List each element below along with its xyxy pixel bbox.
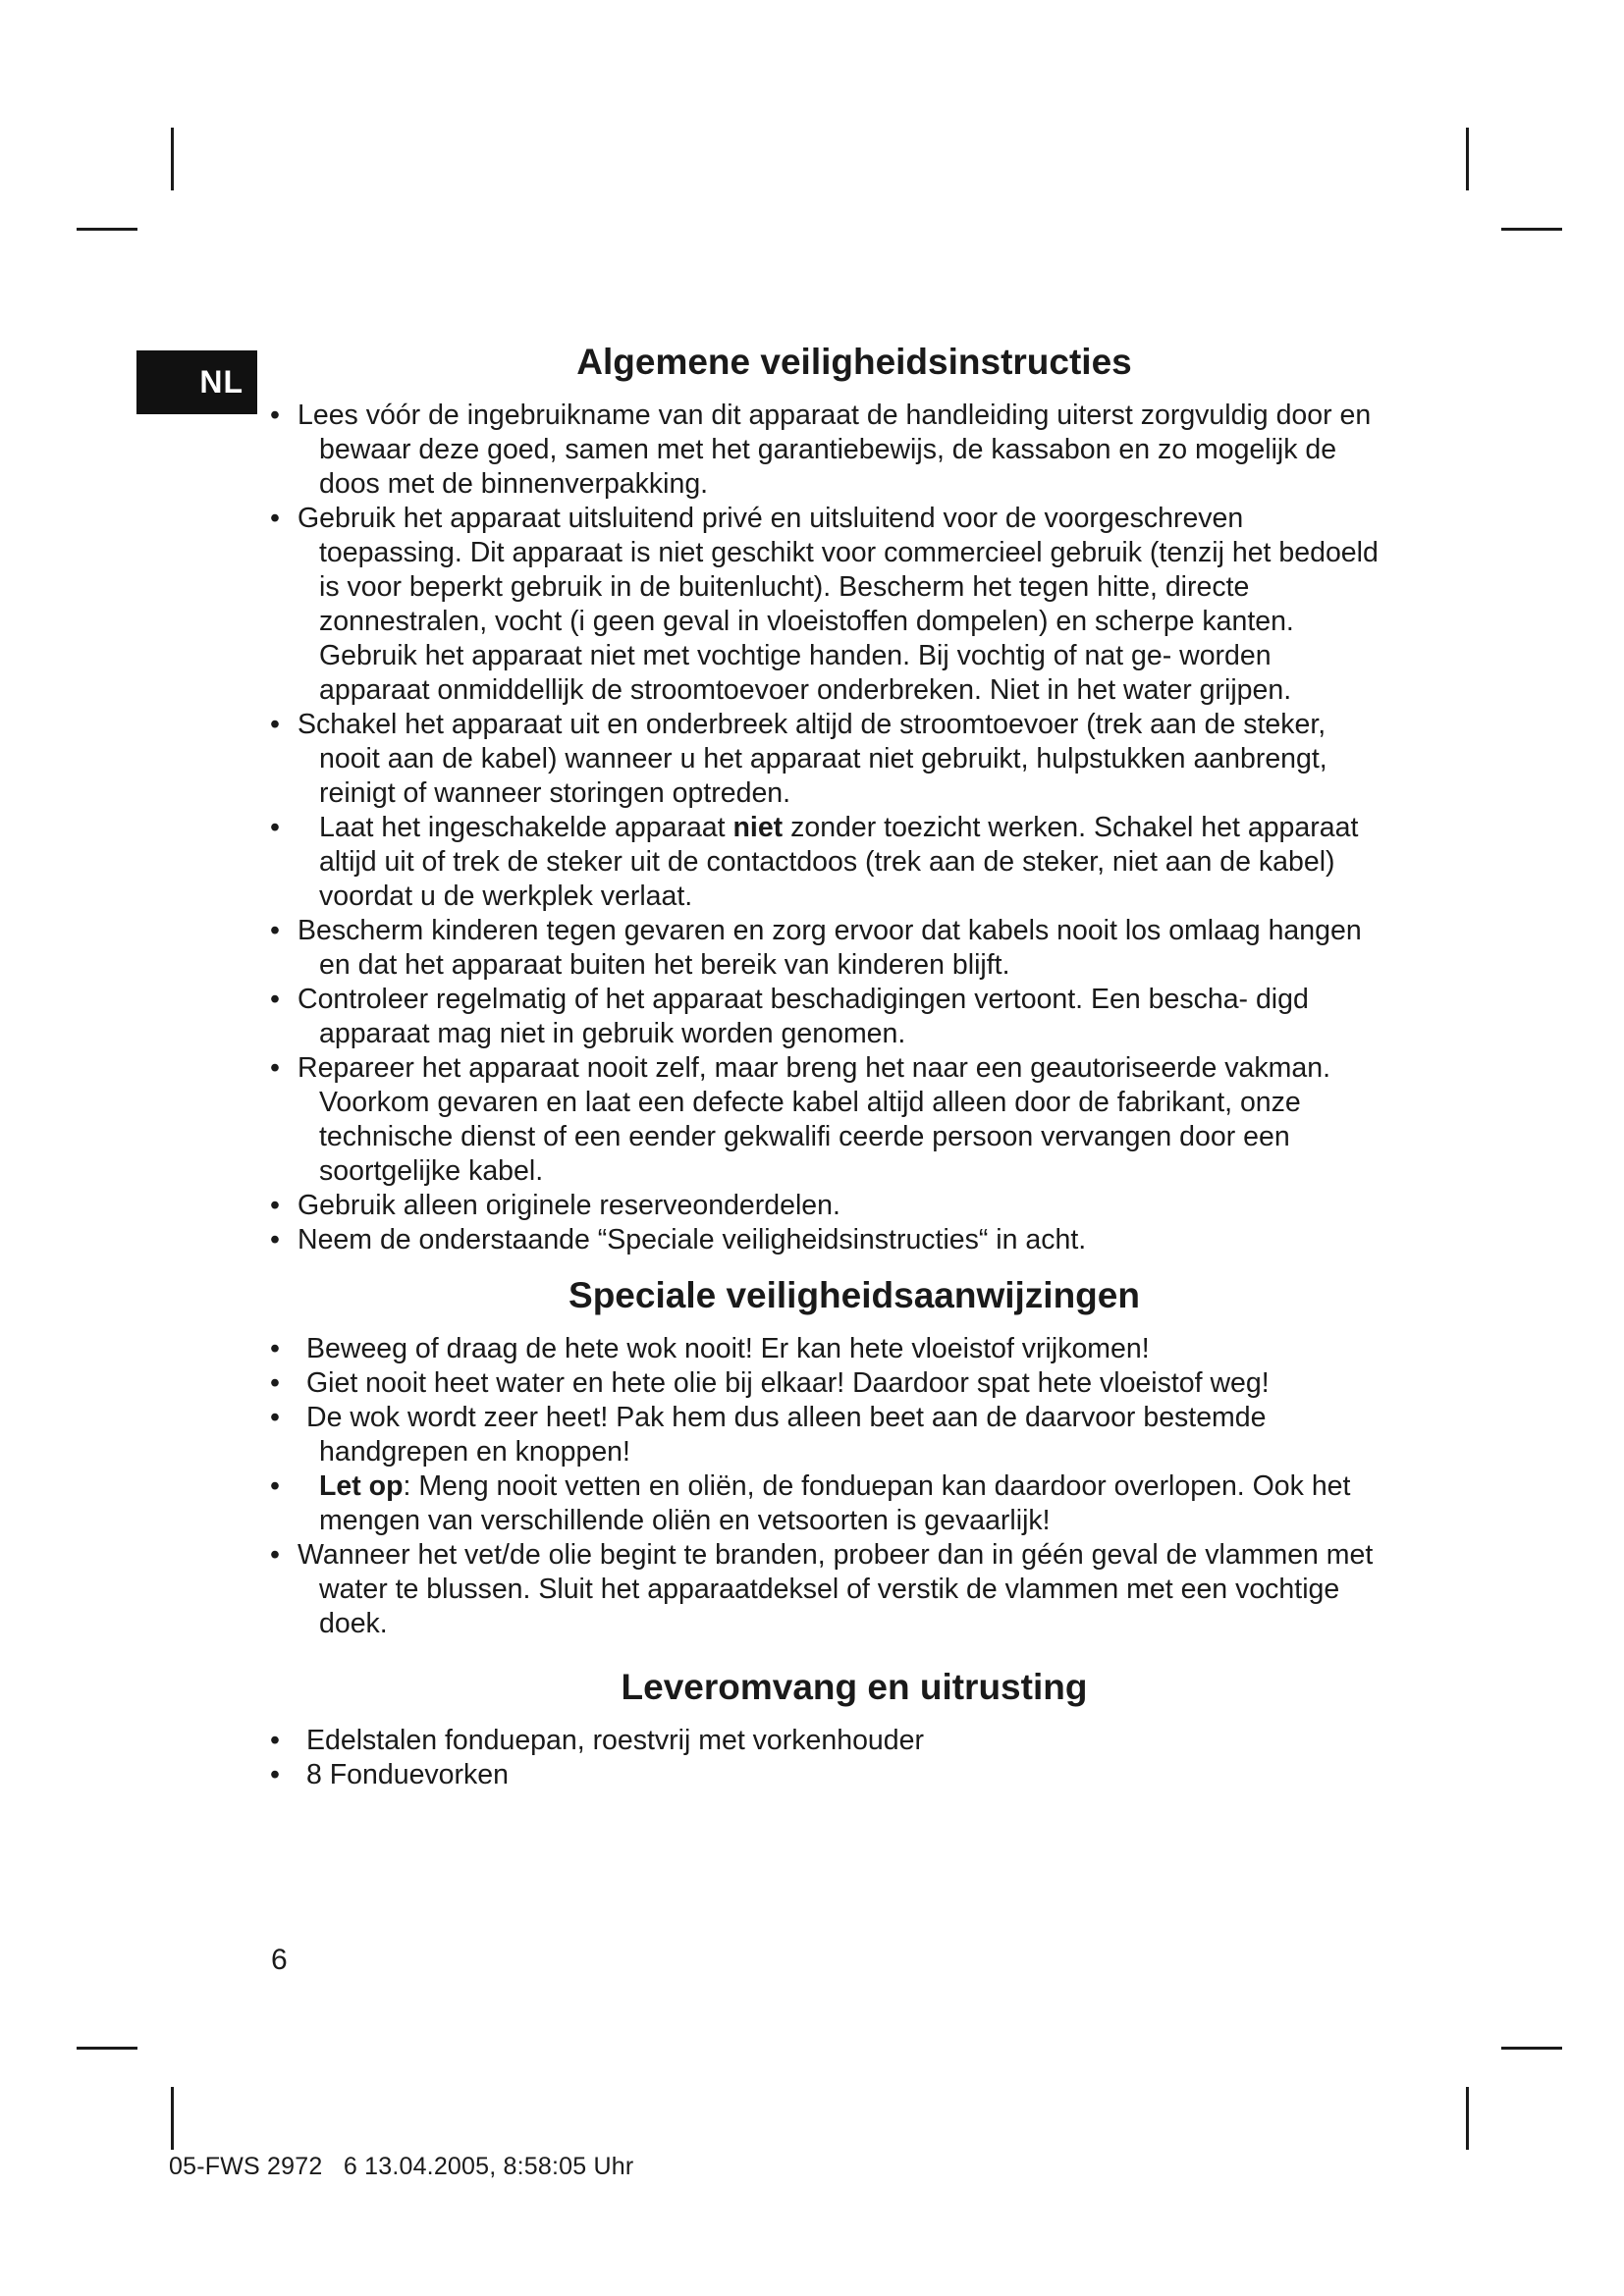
section-title-general-safety: Algemene veiligheidsinstructies xyxy=(576,342,1132,382)
list-item: • Giet nooit heet water en hete olie bij elkaar! Daardoor spat hete vloeistof weg! xyxy=(270,1367,1270,1399)
list-item: • Bescherm kinderen tegen gevaren en zorg ervoor dat kabels nooit los omlaag hangen en dat het apparaat buiten het bereik van kinderen blijft. xyxy=(270,915,1362,981)
crop-mark-top-left-horizontal xyxy=(77,228,137,231)
crop-mark-top-left-vertical xyxy=(171,128,174,190)
manual-content xyxy=(265,334,1384,1792)
list-item: • 8 Fonduevorken xyxy=(270,1759,509,1790)
list-item: • De wok wordt zeer heet! Pak hem dus alleen beet aan de daarvoor bestemde handgrepen en knoppen! xyxy=(270,1402,1267,1468)
page-number: 6 xyxy=(271,1944,288,1976)
list-item: • Lees vóór de ingebruikname van dit apparaat de handleiding uiterst zorgvuldig door en bewaar deze goed, samen met het garantiebewijs, de kassabon en zo mogelijk de doos met de binnenverpakking. xyxy=(270,400,1372,500)
delivery-scope-list xyxy=(265,1724,1384,1792)
list-item: • Edelstalen fonduepan, roestvrij met vorkenhouder xyxy=(270,1725,924,1756)
list-item: • Controleer regelmatig of het apparaat beschadigingen vertoont. Een bescha- digd apparaat mag niet in gebruik worden genomen. xyxy=(270,984,1309,1049)
list-item: • Gebruik het apparaat uitsluitend privé en uitsluitend voor de voorgeschreven toepassing. Dit apparaat is niet geschikt voor commercieel gebruik (tenzij het bedoeld is voor beperkt gebruik in de buitenlucht). Bescherm het tegen hitte, directe zonnestralen, vocht (i geen geval in vloeistoffen dompelen) en scherpe kanten. Gebruik het apparaat niet met vochtige handen. Bij vochtig of nat ge- worden apparaat onmiddellijk de stroomtoevoer onderbreken. Niet in het water grijpen. xyxy=(270,503,1379,706)
general-safety-list xyxy=(265,399,1384,1257)
list-item: • Wanneer het vet/de olie begint te branden, probeer dan in géén geval de vlammen met water te blussen. Sluit het apparaatdeksel of verstik de vlammen met een vochtige doek. xyxy=(270,1539,1374,1639)
list-item: • Neem de onderstaande “Speciale veiligheidsinstructies“ in acht. xyxy=(270,1224,1087,1255)
crop-mark-bottom-right-vertical xyxy=(1466,2087,1469,2150)
crop-mark-bottom-left-vertical xyxy=(171,2087,174,2150)
crop-mark-top-right-vertical xyxy=(1466,128,1469,190)
section-title-special-safety: Speciale veiligheidsaanwijzingen xyxy=(568,1275,1140,1315)
special-safety-list xyxy=(265,1332,1384,1641)
print-footer: 05-FWS 2972 6 13.04.2005, 8:58:05 Uhr xyxy=(169,2153,634,2180)
crop-mark-bottom-right-horizontal xyxy=(1501,2047,1562,2050)
list-item: • Gebruik alleen originele reserveonderdelen. xyxy=(270,1190,840,1221)
language-badge: NL xyxy=(136,350,257,414)
list-item: • Repareer het apparaat nooit zelf, maar breng het naar een geautoriseerde vakman. Voorkom gevaren en laat een defecte kabel altijd alleen door de fabrikant, onze technische dienst of een eender gekwalifi ceerde persoon vervangen door een soortgelijke kabel. xyxy=(270,1052,1330,1187)
crop-mark-top-right-horizontal xyxy=(1501,228,1562,231)
list-item: • Laat het ingeschakelde apparaat niet zonder toezicht werken. Schakel het apparaat altijd uit of trek de steker uit de contactdoos (trek aan de steker, niet aan de kabel) voordat u de werkplek verlaat. xyxy=(270,812,1359,912)
list-item: • Let op: Meng nooit vetten en oliën, de fonduepan kan daardoor overlopen. Ook het mengen van verschillende oliën en vetsoorten is gevaarlijk! xyxy=(270,1470,1351,1536)
crop-mark-bottom-left-horizontal xyxy=(77,2047,137,2050)
list-item: • Schakel het apparaat uit en onderbreek altijd de stroomtoevoer (trek aan de steker, nooit aan de kabel) wanneer u het apparaat niet gebruikt, hulpstukken aanbrengt, reinigt of wanneer storingen optreden. xyxy=(270,709,1327,809)
list-item: • Beweeg of draag de hete wok nooit! Er kan hete vloeistof vrijkomen! xyxy=(270,1333,1150,1364)
section-title-delivery-scope: Leveromvang en uitrusting xyxy=(621,1667,1088,1707)
